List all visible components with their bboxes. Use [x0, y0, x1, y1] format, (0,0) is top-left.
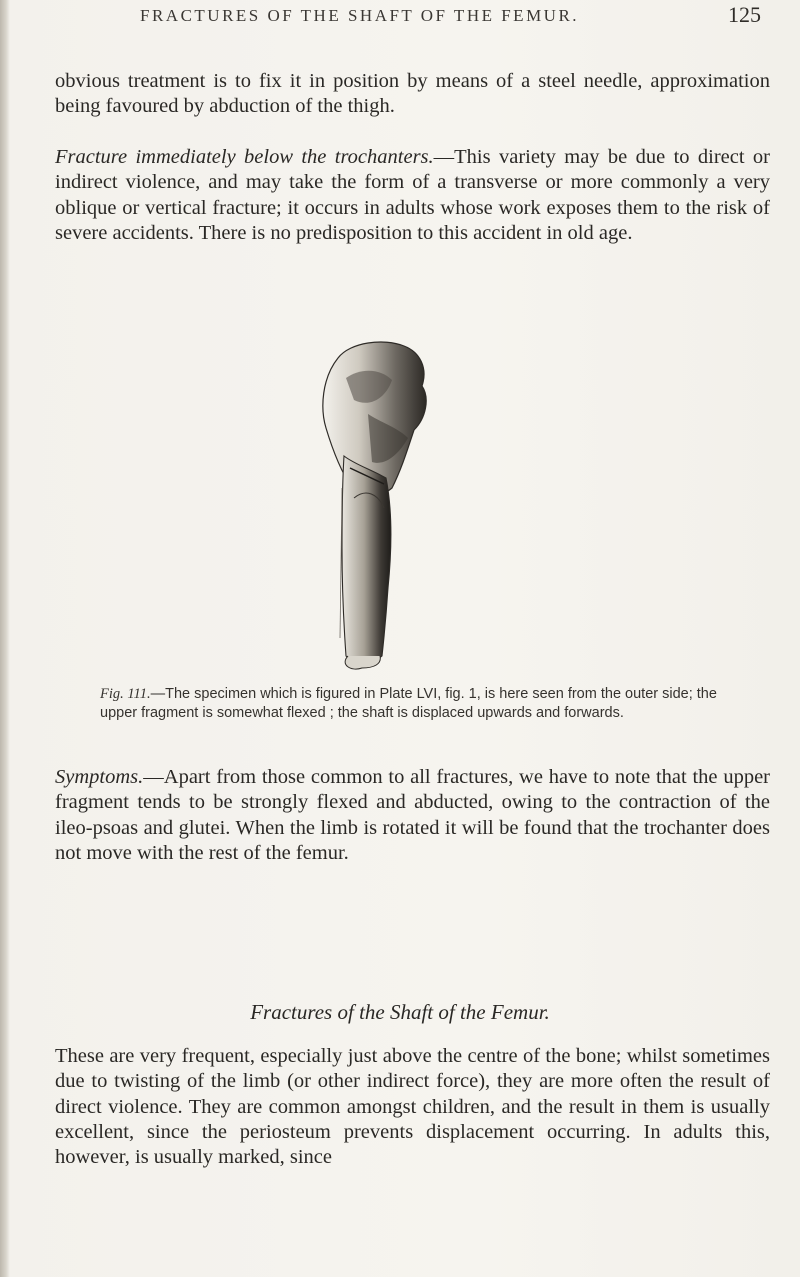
paragraph-subtrochanteric — [55, 145, 770, 246]
femur-shaft — [342, 456, 391, 662]
page-gutter-shadow — [0, 0, 10, 1277]
paragraph-symptoms — [55, 765, 770, 866]
figure-caption — [100, 685, 740, 723]
paragraph-heading-symptoms: Symptoms. — [55, 766, 144, 788]
paragraph-body-symptoms: —Apart from those common to all fractures, we have to note that the upper fragment tends to be strongly flexed and abducted, owing to the contraction of the ileo-psoas and glutei. When the limb is rotated it will be found that the trochanter does not move with the rest of the femur. — [55, 766, 770, 864]
paragraph-intro: obvious treatment is to fix it in position by means of a steel needle, approximation being favoured by abduction of the thigh. — [55, 70, 770, 118]
figure-label: Fig. 111. — [100, 686, 151, 702]
paragraph-shaft-fractures: These are very frequent, especially just above the centre of the bone; whilst sometimes due to twisting of the limb (or other indirect force), they are more often the result of direct violence. They are common amongst children, and the result in them is usually excellent, since the periosteum prevents displacement occurring. In adults this, however, is usually marked, since — [55, 1045, 770, 1169]
running-header: FRACTURES OF THE SHAFT OF THE FEMUR. — [140, 6, 580, 25]
paragraph-body-fracture: —This variety may be due to direct or indirect violence, and may take the form of a transverse or more commonly a very oblique or vertical fracture; it occurs in adults whose work exposes them to the risk of severe accidents. There is no predisposition to this accident in old age. — [55, 146, 770, 244]
section-heading: Fractures of the Shaft of the Femur. — [250, 1000, 550, 1024]
femur-specimen-illustration — [280, 338, 480, 678]
figure-caption-text: —The specimen which is figured in Plate LVI, fig. 1, is here seen from the outer side; the upper fragment is somewhat flexed ; the shaft is displaced upwards and forwards. — [100, 686, 717, 721]
femur-drawing — [280, 338, 480, 678]
page-number: 125 — [728, 2, 761, 27]
paragraph-heading-fracture: Fracture immediately below the trochanters. — [55, 146, 434, 168]
